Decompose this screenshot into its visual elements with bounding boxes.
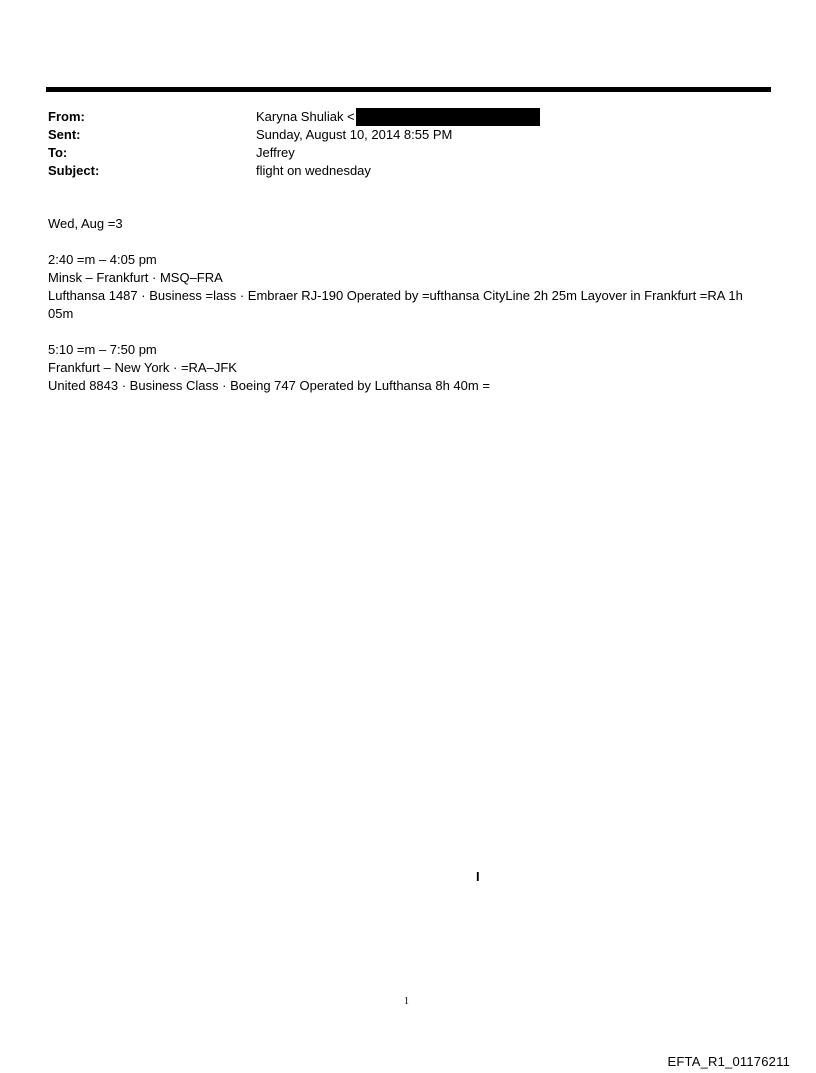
header-divider [46,87,771,92]
flight-2-route: Frankfurt – New York · =RA–JFK [48,360,237,375]
flight-1-details-line-1: Lufthansa 1487 · Business =lass · Embraer RJ-190 Operated by =ufthansa CityLine 2h 25m Layover in Frankfurt =RA 1h [48,288,743,303]
page-number: 1 [404,996,409,1007]
subject-row [48,162,768,180]
flight-1-details-line-2: 05m [48,306,74,321]
to-row [48,144,768,162]
flight-1-route: Minsk – Frankfurt · MSQ–FRA [48,270,223,285]
to-value: Jeffrey [256,145,295,160]
sent-label: Sent: [48,127,81,142]
sent-value: Sunday, August 10, 2014 8:55 PM [256,127,453,142]
spacer [48,233,760,251]
sent-row [48,126,768,144]
sender-name: Karyna Shuliak < [256,109,355,124]
to-label: To: [48,145,68,160]
spacer [48,323,760,341]
document-id: EFTA_R1_01176211 [667,1054,790,1069]
stray-mark: I [476,869,480,884]
redacted-email-block [356,108,540,126]
flight-2-details: United 8843 · Business Class · Boeing 747 Operated by Lufthansa 8h 40m = [48,378,490,393]
subject-value: flight on wednesday [256,163,371,178]
from-value [256,108,540,126]
email-body [48,215,760,395]
from-row [48,108,768,126]
date-line: Wed, Aug =3 [48,216,123,231]
flight-1-time: 2:40 =m – 4:05 pm [48,252,157,267]
flight-2-time: 5:10 =m – 7:50 pm [48,342,157,357]
email-header [48,108,768,180]
subject-label: Subject: [48,163,100,178]
from-label: From: [48,109,85,124]
